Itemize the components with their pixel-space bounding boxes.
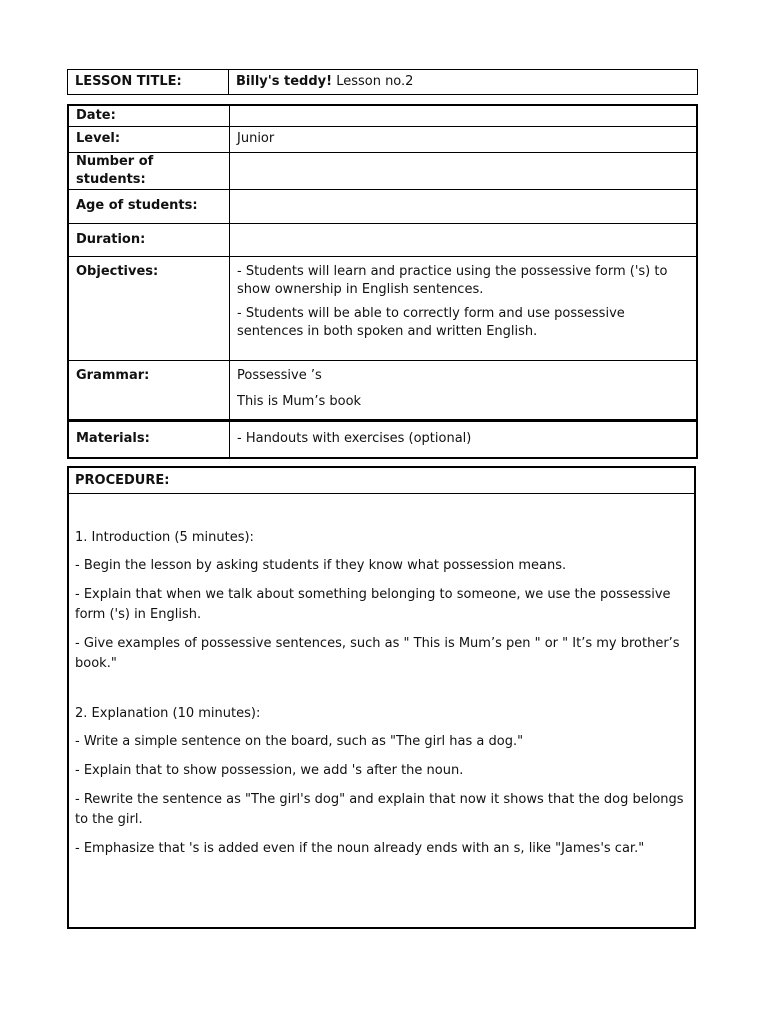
num-students-label: Number of students: xyxy=(68,152,230,189)
grammar-row xyxy=(68,360,697,420)
procedure-step: - Rewrite the sentence as "The girl's dog" and explain that now it shows that the dog belongs to the girl. xyxy=(75,792,684,827)
procedure-step: - Write a simple sentence on the board, such as "The girl has a dog." xyxy=(75,734,524,749)
age-value xyxy=(230,189,698,223)
lesson-details-table xyxy=(67,104,698,459)
duration-value xyxy=(230,223,698,256)
level-row xyxy=(68,126,697,152)
age-label: Age of students: xyxy=(68,189,230,223)
section-title: 1. Introduction (5 minutes): xyxy=(75,530,254,545)
lesson-title-row xyxy=(68,70,698,95)
procedure-step: - Begin the lesson by asking students if they know what possession means. xyxy=(75,558,567,573)
level-label: Level: xyxy=(68,126,230,152)
section-title: 2. Explanation (10 minutes): xyxy=(75,706,261,721)
lesson-title-label: LESSON TITLE: xyxy=(68,70,229,95)
num-students-row xyxy=(68,152,697,189)
procedure-step: - Emphasize that 's is added even if the noun already ends with an s, like "James's car." xyxy=(75,841,645,856)
objectives-row xyxy=(68,256,697,360)
date-row xyxy=(68,105,697,126)
num-students-value xyxy=(230,152,698,189)
lesson-title-table xyxy=(67,69,698,95)
grammar-label: Grammar: xyxy=(68,360,230,420)
lesson-title-name: Billy's teddy! xyxy=(236,74,333,89)
duration-label: Duration: xyxy=(68,223,230,256)
lesson-number: Lesson no.2 xyxy=(336,74,414,89)
procedure-body xyxy=(69,494,694,859)
objectives-value xyxy=(230,256,698,360)
procedure-label: PROCEDURE: xyxy=(69,468,694,494)
procedure-step: - Explain that when we talk about something belonging to someone, we use the possessive form ('s) in English. xyxy=(75,587,671,622)
lesson-title-value xyxy=(229,70,698,95)
materials-row xyxy=(68,420,697,458)
date-label: Date: xyxy=(68,105,230,126)
grammar-value xyxy=(230,360,698,420)
grammar-line: This is Mum’s book xyxy=(237,393,362,409)
procedure-box xyxy=(67,466,696,929)
materials-value: - Handouts with exercises (optional) xyxy=(230,420,698,458)
procedure-step: - Give examples of possessive sentences, such as " This is Mum’s pen " or " It’s my brother’s book." xyxy=(75,636,680,671)
objective-item: - Students will be able to correctly form and use possessive sentences in both spoken and written English. xyxy=(237,305,625,339)
age-row xyxy=(68,189,697,223)
objectives-label: Objectives: xyxy=(68,256,230,360)
objective-item: - Students will learn and practice using the possessive form ('s) to show ownership in English sentences. xyxy=(237,263,668,297)
grammar-line: Possessive ’s xyxy=(237,367,322,383)
level-value: Junior xyxy=(230,126,698,152)
procedure-step: - Explain that to show possession, we add 's after the noun. xyxy=(75,763,464,778)
duration-row xyxy=(68,223,697,256)
materials-label: Materials: xyxy=(68,420,230,458)
date-value xyxy=(230,105,698,126)
